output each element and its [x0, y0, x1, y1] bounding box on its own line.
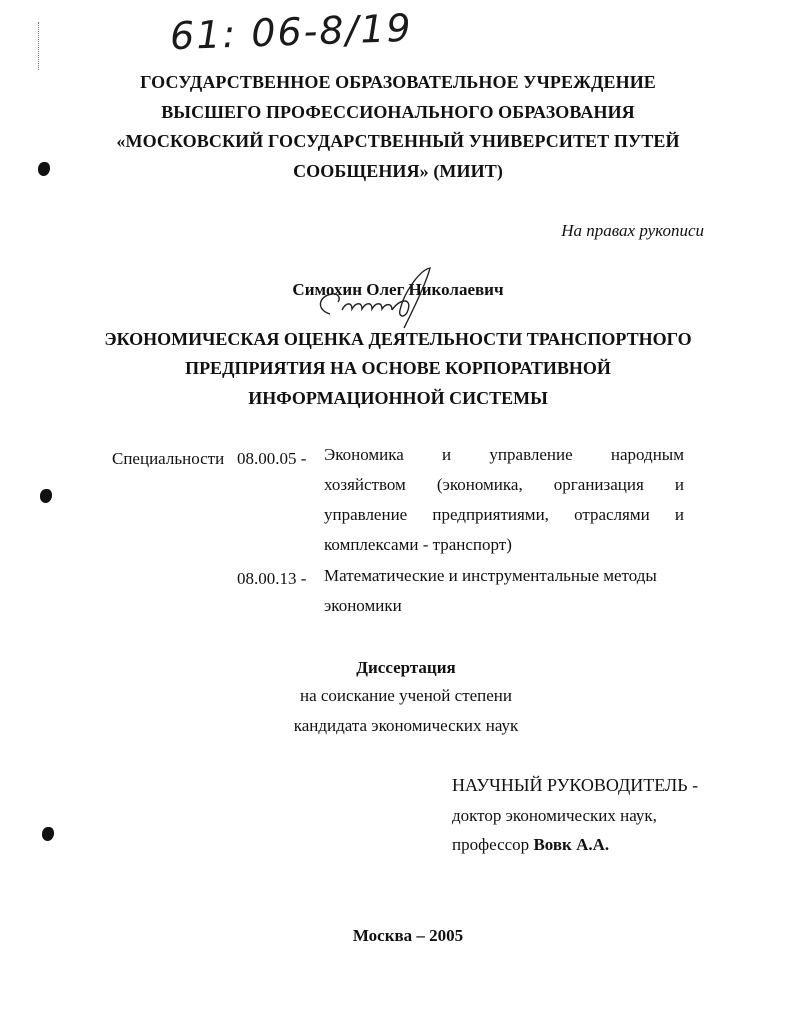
punch-hole-mark	[42, 827, 54, 841]
author-signature	[308, 262, 438, 332]
supervisor-heading: НАУЧНЫЙ РУКОВОДИТЕЛЬ -	[452, 775, 699, 795]
specialty-2-line: Математические и инструментальные методы	[324, 566, 657, 585]
specialty-description-1	[324, 440, 684, 560]
supervisor-title-prefix: профессор	[452, 835, 530, 854]
specialties-label: Специальности	[112, 449, 225, 468]
manuscript-note: На правах рукописи	[561, 221, 704, 240]
thesis-title-line-1: ЭКОНОМИЧЕСКАЯ ОЦЕНКА ДЕЯТЕЛЬНОСТИ ТРАНСПОРТНОГО	[104, 329, 692, 349]
institution-line-1: ГОСУДАРСТВЕННОЕ ОБРАЗОВАТЕЛЬНОЕ УЧРЕЖДЕНИЕ	[140, 72, 656, 92]
institution-line-4: СООБЩЕНИЯ» (МИИТ)	[293, 161, 503, 181]
specialty-1-line: хозяйством (экономика, организация и	[324, 475, 684, 494]
punch-hole-mark	[40, 489, 52, 503]
specialty-1-line: управление предприятиями, отраслями и	[324, 505, 684, 524]
specialty-1-line: комплексами - транспорт)	[324, 535, 512, 554]
archive-code: 61: 06-8/19	[169, 5, 414, 59]
margin-tick-mark	[38, 22, 40, 70]
author-name: Симохин Олег Николаевич	[292, 280, 504, 299]
institution-line-3: «МОСКОВСКИЙ ГОСУДАРСТВЕННЫЙ УНИВЕРСИТЕТ ПУТЕЙ	[116, 131, 680, 151]
supervisor-title	[452, 835, 609, 855]
supervisor-degree: доктор экономических наук,	[452, 806, 657, 825]
specialty-1-line: Экономика и управление народным	[324, 445, 684, 464]
specialty-code-1: 08.00.05 -	[237, 449, 307, 468]
thesis-title-line-2: ПРЕДПРИЯТИЯ НА ОСНОВЕ КОРПОРАТИВНОЙ	[185, 358, 611, 378]
supervisor-name: Вовк А.А.	[533, 835, 610, 854]
dissertation-line-2: кандидата экономических наук	[293, 716, 519, 735]
thesis-title-line-3: ИНФОРМАЦИОННОЙ СИСТЕМЫ	[248, 388, 548, 408]
specialty-code-2: 08.00.13 -	[237, 569, 307, 588]
dissertation-line-1: на соискание ученой степени	[299, 686, 513, 705]
institution-line-2: ВЫСШЕГО ПРОФЕССИОНАЛЬНОГО ОБРАЗОВАНИЯ	[161, 102, 635, 122]
specialty-description-2	[324, 561, 684, 621]
dissertation-heading: Диссертация	[356, 658, 456, 677]
specialty-2-line: экономики	[324, 596, 402, 615]
place-year: Москва – 2005	[352, 926, 464, 945]
